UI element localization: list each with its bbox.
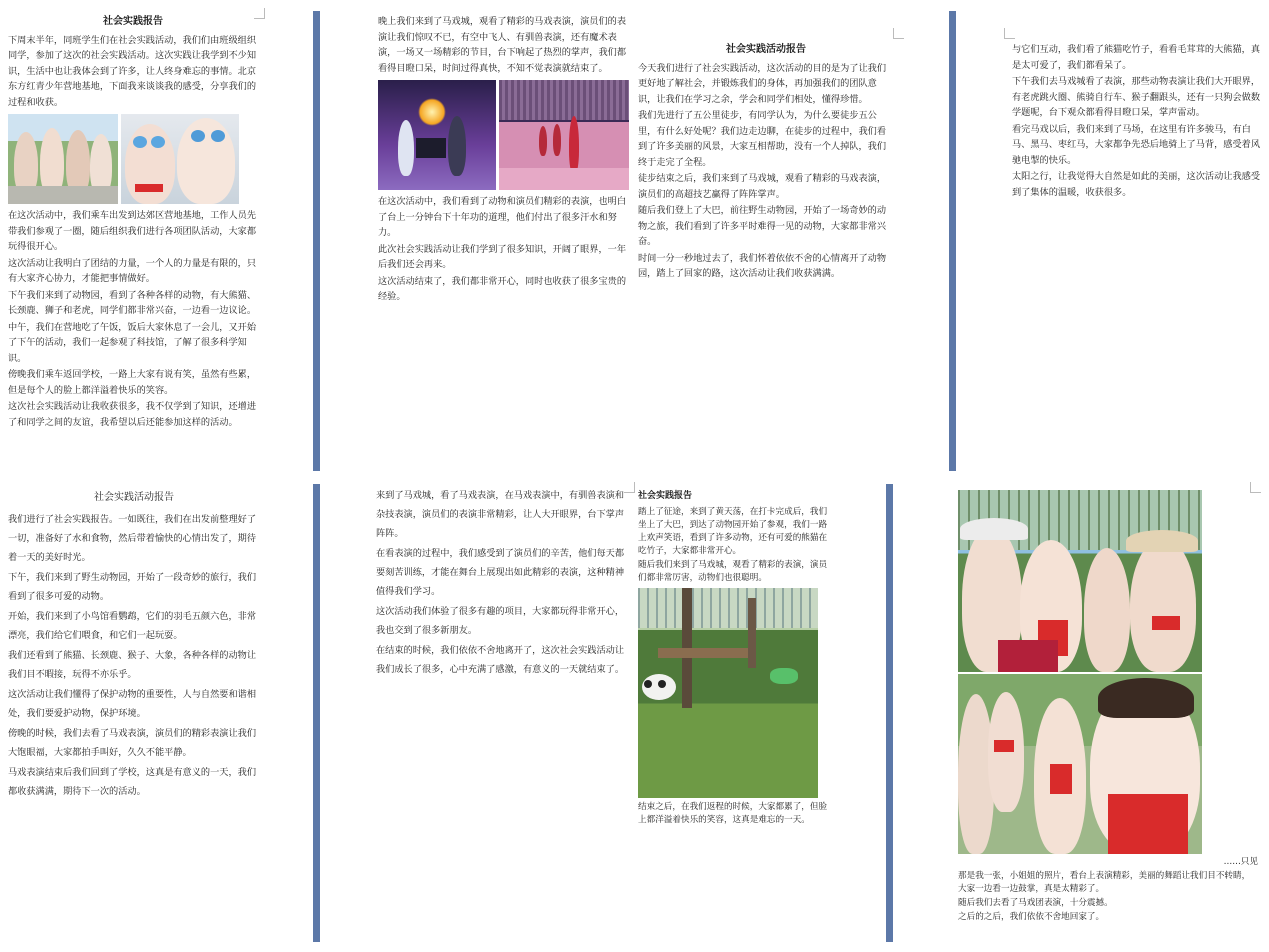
paragraph: 我们进行了社会实践报告。一如既往，我们在出发前整理好了一切，准备好了水和食物，然后带着愉快的心情出发了，期待着一天的美好时光。 (8, 514, 257, 563)
paragraph: 与它们互动，我们看了熊猫吃竹子，看看毛茸茸的大熊猫，真是太可爱了，我们都看呆了。 (1012, 44, 1261, 71)
paragraph: 结束之后，在我们返程的时候，大家都累了，但脸上都洋溢着快乐的笑容，这真是难忘的一天。 (638, 802, 828, 825)
paragraph: 在看表演的过程中，我们感受到了演员们的辛苦，他们每天都要刻苦训练，才能在舞台上展现出如此精彩的表演，这种精神值得我们学习。 (376, 548, 625, 597)
page-divider (886, 484, 893, 942)
page-corner-mark (1004, 28, 1015, 39)
paragraph: 随后我们来到了马戏城，观看了精彩的表演，演员们都非常厉害，动物们也很聪明。 (638, 560, 828, 583)
paragraph: 傍晚我们乘车返回学校，一路上大家有说有笑，虽然有些累，但是每个人的脸上都洋溢着快乐的笑容。 (8, 369, 257, 396)
paragraph: 马戏表演结束后我们回到了学校，这真是有意义的一天，我们都收获满满，期待下一次的活动。 (8, 767, 257, 797)
paragraph: 之后的之后，我们依依不舍地回家了。 (958, 912, 1105, 922)
paragraph: 今天我们进行了社会实践活动，这次活动的目的是为了让我们更好地了解社会，并锻炼我们的身体，再加强我们的团队意识，让我们在学习之余，学会和同学们相处，懂得珍惜。 (638, 62, 887, 105)
document-page-2 (378, 14, 630, 470)
photo-circus-stage (378, 80, 496, 190)
paragraph: 那是我一张，小姐姐的照片，看台上表演精彩，美丽的舞蹈让我们目不转睛，大家一边看一边鼓掌，真是太精彩了。 (958, 871, 1251, 894)
paragraph: 傍晚的时候，我们去看了马戏表演，演员们的精彩表演让我们大饱眼福，大家都拍手叫好，久久不能平静。 (8, 728, 257, 758)
paragraph: 我们还看到了熊猫、长颈鹿、猴子、大象，各种各样的动物让我们目不暇接，玩得不亦乐乎。 (8, 650, 257, 680)
paragraph: 在这次活动中，我们看到了动物和演员们精彩的表演，也明白了台上一分钟台下十年功的道理，他们付出了很多汗水和努力。 (378, 196, 627, 238)
paragraph: 这次活动让我们懂得了保护动物的重要性，人与自然要和谐相处，我们要爱护动物，保护环境。 (8, 689, 257, 719)
page-corner-mark (624, 482, 635, 493)
paragraph: 随后我们去看了马戏团表演，十分震撼。 (958, 898, 1113, 908)
paragraph: 来到了马戏城，看了马戏表演，在马戏表演中，有驯兽表演和杂技表演，演员们的表演非常精彩，让人大开眼界，台下掌声阵阵。 (376, 490, 625, 539)
photo-caption: ……只见 (1223, 857, 1258, 867)
paragraph: 中午，我们在营地吃了午饭，饭后大家休息了一会儿，又开始了下午的活动，我们一起参观了科技馆，了解了很多科学知识。 (8, 321, 257, 364)
document-page-5 (8, 486, 260, 942)
page-title: 社会实践活动报告 (94, 492, 174, 503)
paragraph: 徒步结束之后，我们来到了马戏城，观看了精彩的马戏表演，演员们的高超技艺赢得了阵阵掌声。 (638, 173, 887, 200)
document-page-8 (958, 490, 1258, 942)
document-page-3 (638, 40, 894, 470)
document-page-7 (638, 488, 828, 942)
page-divider (313, 11, 320, 471)
page-title: 社会实践活动报告 (726, 44, 806, 55)
photo-row (8, 114, 258, 204)
paragraph: 在结束的时候，我们依依不舍地离开了，这次社会实践活动让我们成长了很多，心中充满了感激，有意义的一天就结束了。 (376, 645, 625, 675)
paragraph: 此次社会实践活动让我们学到了很多知识，开阔了眼界，一年后我们还会再来。 (378, 243, 627, 270)
document-page-1 (8, 12, 258, 470)
paragraph: 随后我们登上了大巴，前往野生动物园，开始了一场奇妙的动物之旅，我们看到了许多平时难得一见的动物，大家都非常兴奋。 (638, 205, 887, 247)
page-divider (949, 11, 956, 471)
photo-students-park (8, 114, 118, 204)
photo-circus-ring (499, 80, 629, 190)
document-page-4 (1012, 42, 1262, 470)
photo-group-selfie-hats (958, 490, 1202, 672)
paragraph: 踏上了征途，来到了黄天荡，在打卡完成后，我们坐上了大巴，到达了动物园开始了参观，我们一路上欢声笑语，看到了许多动物，还有可爱的熊猫在吃竹子，大家都非常开心。 (638, 507, 828, 556)
paragraph: 下周末半年，同班学生们在社会实践活动，我们们由班级组织同学，参加了这次的社会实践活动。这次实践让我学到不少知识，生活中也让我体会到了许多，让人终身难忘的事情。北京东方红青少年营地基地，下面我来谈谈我的感受，分享我们的过程和收获。 (8, 34, 257, 108)
paragraph: 看完马戏以后，我们来到了马场，在这里有许多骏马，有白马、黑马、枣红马，大家都争先恐后地骑上了马背，感受着风驰电掣的快乐。 (1012, 123, 1261, 166)
paragraph: 这次活动我们体验了很多有趣的项目，大家都玩得非常开心，我也交到了很多新朋友。 (376, 606, 625, 636)
photo-row (378, 80, 630, 190)
paragraph: 晚上我们来到了马戏城，观看了精彩的马戏表演，演员们的表演让我们惊叹不已，有空中飞人、有驯兽表演，还有魔术表演，一场又一场精彩的节目，台下响起了热烈的掌声，我们都看得目瞪口呆，时间过得真快，不知不觉表演就结束了。 (378, 16, 627, 74)
paragraph: 这次活动让我明白了团结的力量，一个人的力量是有限的，只有大家齐心协力，才能把事情做好。 (8, 257, 257, 284)
paragraph: 这次社会实践活动让我收获很多，我不仅学到了知识，还增进了和同学之间的友谊，我希望以后还能参加这样的活动。 (8, 401, 257, 428)
paragraph: 开始，我们来到了小鸟馆看鹦鹉，它们的羽毛五颜六色，非常漂亮，我们给它们喂食，和它们一起玩耍。 (8, 611, 257, 641)
paragraph: 太阳之行，让我觉得大自然是如此的美丽，这次活动让我感受到了集体的温暖，收获很多。 (1012, 171, 1261, 198)
paragraph: 下午，我们来到了野生动物园，开始了一段奇妙的旅行，我们看到了很多可爱的动物。 (8, 572, 257, 602)
document-page-6 (376, 486, 632, 942)
page-corner-mark (893, 28, 904, 39)
page-corner-mark (1250, 482, 1261, 493)
page-title: 社会实践报告 (103, 16, 163, 27)
paragraph: 我们先进行了五公里徒步，有同学认为，为什么要徒步五公里，有什么好处呢？我们边走边聊，在徒步的过程中，我们看到了许多美丽的风景，大家互相帮助，没有一个人掉队，我们终于走完了全程。 (638, 110, 887, 168)
paragraph: 下午我们去马戏城看了表演，那些动物表演让我们大开眼界，有老虎跳火圈、熊骑自行车、猴子翻跟头，还有一只狗会做数学题呢，台下观众都看得目瞪口呆，掌声雷动。 (1012, 76, 1261, 118)
photo-selfie-masks (121, 114, 239, 204)
paragraph: 时间一分一秒地过去了，我们怀着依依不舍的心情离开了动物园，踏上了回家的路，这次活动让我们收获满满。 (638, 252, 887, 279)
page-title: 社会实践报告 (638, 491, 693, 501)
page-corner-mark (254, 8, 265, 19)
paragraph: 下午我们来到了动物园，看到了各种各样的动物，有大熊猫、长颈鹿、狮子和老虎，同学们都非常兴奋，一边看一边议论。 (8, 289, 257, 316)
paragraph: 这次活动结束了，我们都非常开心，同时也收获了很多宝贵的经验。 (378, 275, 627, 302)
photo-group-selfie-scarves (958, 674, 1202, 854)
paragraph: 在这次活动中，我们乘车出发到达郊区营地基地，工作人员先带我们参观了一圈，随后组织我们进行各项团队活动，大家都玩得很开心。 (8, 210, 257, 252)
photo-panda-enclosure (638, 588, 818, 798)
page-divider (313, 484, 320, 942)
